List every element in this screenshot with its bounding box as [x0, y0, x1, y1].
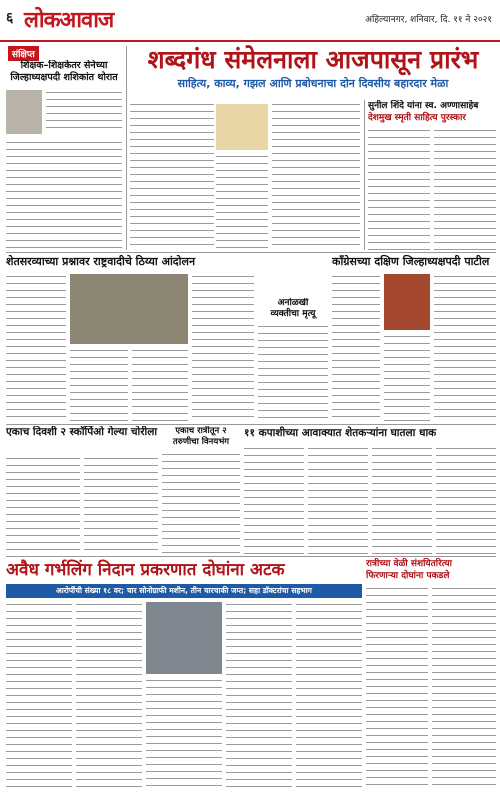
article-headline: शिक्षक–शिक्षकेतर सेनेच्या जिल्हाध्यक्षपदी शशिकांत थोरात	[10, 60, 118, 83]
award-headline-1: सुनील शिंदे यांना स्व. अण्णासाहेब	[368, 101, 479, 111]
section-tag: संक्षिप्त	[8, 46, 39, 61]
award-headline-2: देशमुख स्मृती साहित्य पुरस्कार	[368, 113, 466, 123]
article-body	[368, 128, 430, 250]
article-body	[146, 678, 222, 790]
article-body	[434, 128, 496, 250]
section-rule	[6, 252, 496, 253]
obit-subhead: व्यक्तीचा मृत्यू	[270, 309, 316, 319]
column-rule	[126, 46, 127, 250]
illegal-test-headline: अवैध गर्भलिंग निदान प्रकरणात दोघांना अटक	[6, 560, 285, 580]
lead-headline: शब्दगंध संमेलनाला आजपासून प्रारंभ	[147, 45, 479, 74]
article-ncp-agitation	[6, 254, 254, 422]
article-body	[46, 90, 122, 134]
article-scorpio-theft	[6, 426, 158, 554]
article-body	[272, 102, 360, 250]
article-body	[384, 334, 430, 422]
illegal-test-banner: आरोपींची संख्या १८ वर; चार सोनोग्राफी मशीन, तीन चारचाकी जप्त; सहा डॉक्टरांचा सहभाग	[6, 584, 362, 598]
masthead-rule	[0, 40, 500, 42]
obit-headline: अनोळखी	[277, 298, 309, 308]
article-body	[436, 446, 496, 554]
article-body	[6, 140, 122, 250]
newspaper-logo: लोकआवाज	[24, 8, 114, 33]
article-award	[368, 100, 496, 250]
article-body	[84, 456, 158, 554]
molestation-headline-2: तरुणीचा विनयभंग	[172, 437, 230, 447]
molestation-headline-1: एकाच रात्रीतून २	[175, 426, 227, 436]
section-rule	[6, 556, 496, 557]
article-body	[366, 586, 428, 790]
article-body	[130, 102, 214, 250]
event-logo-image	[216, 104, 268, 150]
article-illegal-test	[6, 558, 362, 790]
article-body	[308, 446, 368, 554]
article-congress	[332, 254, 496, 422]
article-night-arrest	[366, 558, 496, 790]
night-headline-1: रात्रीच्या वेळी संशयितरित्या	[366, 559, 452, 569]
portrait-photo	[6, 90, 42, 134]
article-body	[6, 274, 66, 422]
dateline: अहिल्यानगर, शनिवार, दि. ११ ने २०२१	[365, 15, 492, 25]
article-farmers	[244, 426, 496, 554]
article-body	[258, 324, 328, 422]
article-body	[434, 274, 496, 422]
article-body	[70, 348, 128, 422]
article-body	[76, 602, 142, 790]
article-body	[6, 456, 80, 554]
page-number: ६	[6, 10, 14, 26]
article-body	[226, 602, 292, 790]
article-body	[432, 586, 496, 790]
article-lead-shabdagandh	[130, 44, 496, 98]
agitation-photo	[70, 274, 188, 344]
ncp-headline: शेतसरव्याच्या प्रश्नावर राष्ट्रवादीचे ठिय्या आंदोलन	[6, 255, 196, 268]
night-headline-2: फिरणाऱ्या दोघांना पकडले	[366, 571, 450, 581]
article-body	[296, 602, 362, 790]
scorpio-headline-2: गेल्या चोरीला	[107, 426, 158, 438]
scorpio-headline	[6, 426, 158, 439]
article-body	[372, 446, 432, 554]
scorpio-headline-1: एकाच दिवशी २ स्कॉर्पिओ	[6, 426, 104, 438]
column-rule	[364, 100, 365, 250]
article-body	[162, 452, 240, 554]
masthead	[0, 0, 500, 42]
article-body	[332, 274, 380, 422]
lead-subhead: साहित्य, काव्य, गझल आणि प्रबोधनाचा दोन दिवसीय बहारदार मेळा	[177, 77, 449, 90]
farmers-headline: ११ कपाशीच्या आवाक्यात शेतकऱ्यांना घातला धाक	[244, 427, 437, 439]
article-teachers-union	[6, 60, 122, 250]
article-body	[244, 446, 304, 554]
sonography-photo	[146, 602, 222, 674]
portrait-photo	[384, 274, 430, 330]
article-body	[216, 154, 268, 250]
article-body	[132, 348, 188, 422]
article-body	[6, 602, 72, 790]
article-unknown-death	[258, 298, 328, 422]
section-rule	[6, 424, 496, 425]
article-body	[192, 274, 254, 422]
congress-headline: काँग्रेसच्या दक्षिण जिल्हाध्यक्षपदी पाटील	[332, 255, 490, 268]
article-molestation	[162, 426, 240, 554]
